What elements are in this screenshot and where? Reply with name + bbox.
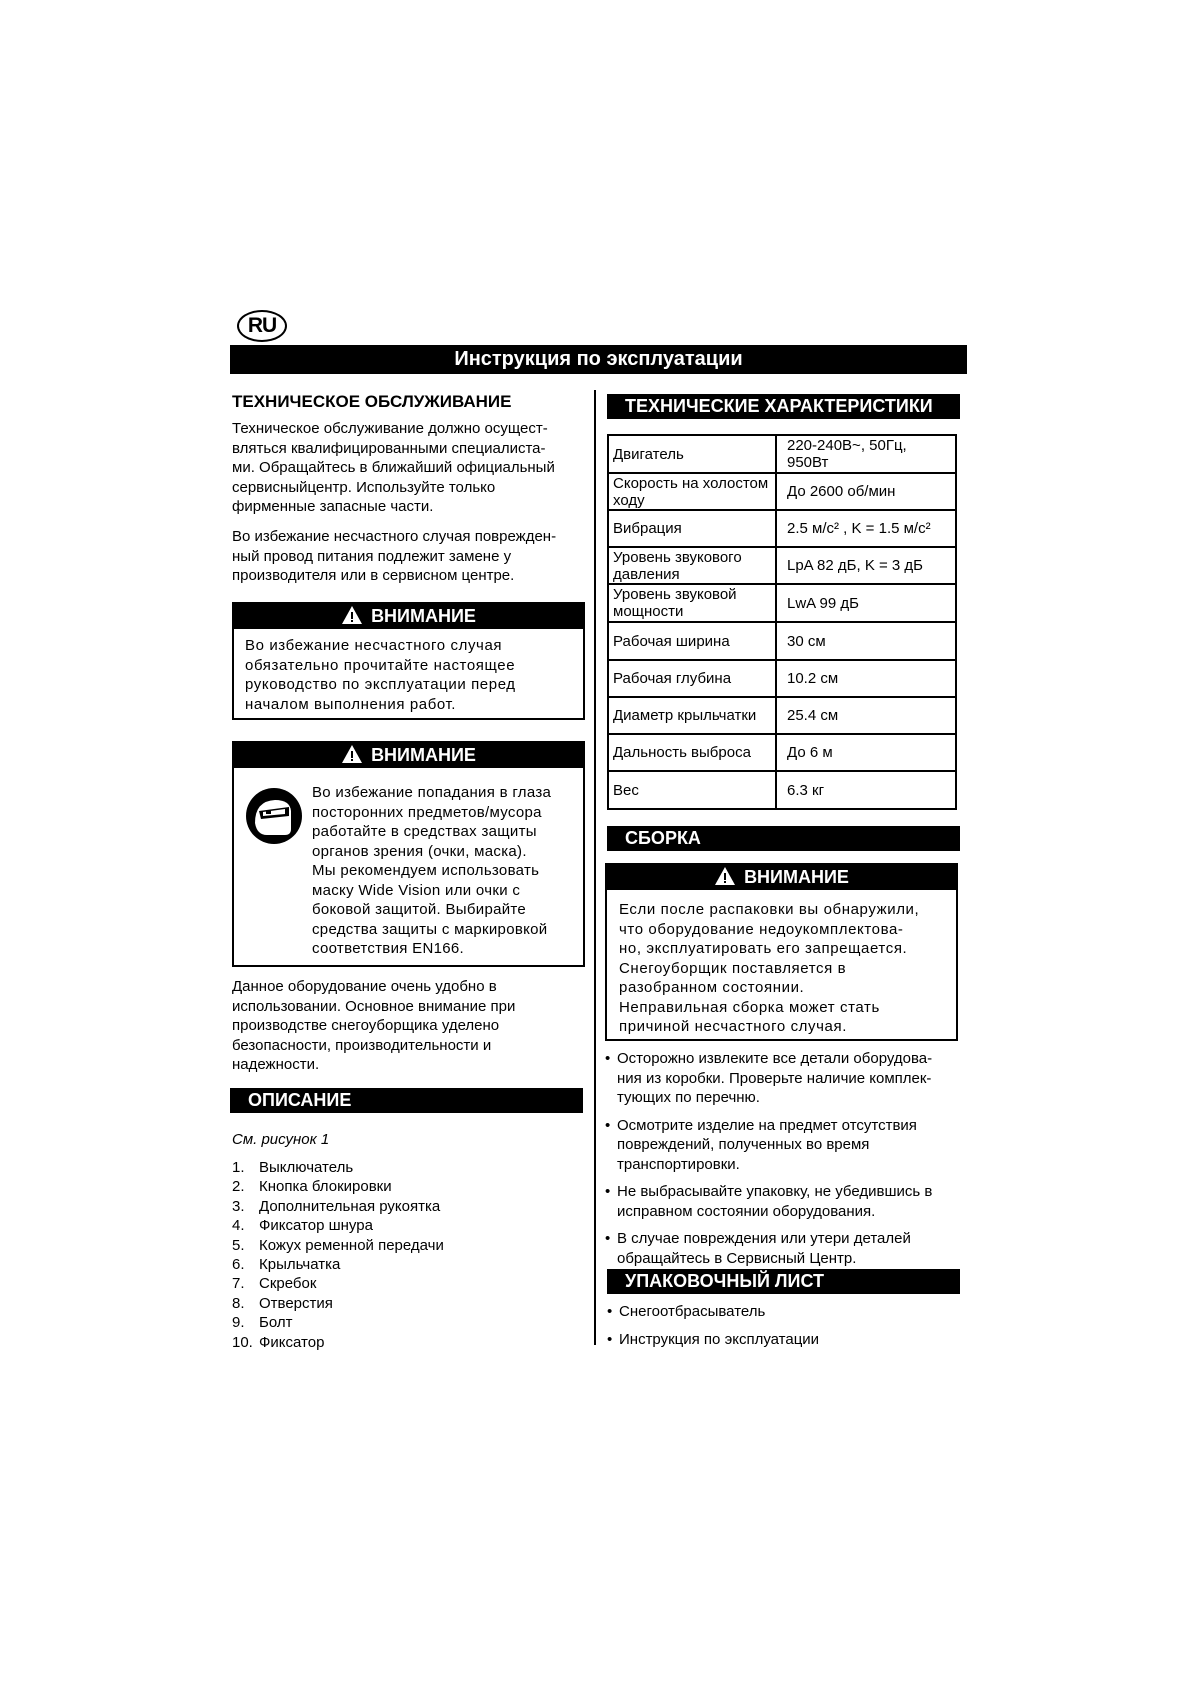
assembly-heading: СБОРКА [607, 826, 960, 851]
spec-name: Скорость на холостом ходу [608, 473, 776, 510]
spec-value: 10.2 см [776, 660, 956, 697]
table-row [608, 771, 956, 809]
spec-value: 6.3 кг [776, 771, 956, 809]
text-line: Данное оборудование очень удобно в [232, 978, 497, 995]
text-line: Во избежание несчастного случая [245, 637, 503, 654]
item-number: 2. [232, 1178, 245, 1196]
text-line: органов зрения (очки, маска). [312, 842, 527, 860]
table-row [608, 622, 956, 660]
table-row [608, 510, 956, 547]
list-item [232, 1177, 572, 1196]
list-item: • Снегоотбрасыватель [607, 1302, 963, 1322]
parts-list [232, 1158, 572, 1352]
text-line: использовании. Основное внимание при [232, 997, 516, 1015]
list-item [232, 1236, 572, 1255]
text-line: средства защиты с маркировкой [312, 920, 548, 938]
spec-name: Диаметр крыльчатки [608, 697, 776, 734]
list-item: • Инструкция по эксплуатации [607, 1330, 963, 1350]
warning-text [312, 783, 551, 959]
text-line: ми. Обращайтесь в ближайший официальный [232, 459, 555, 476]
spec-value: 25.4 см [776, 697, 956, 734]
text-line: безопасности, производительности и [232, 1036, 492, 1054]
item-number: 7. [232, 1275, 245, 1293]
text-line: началом выполнения работ. [245, 695, 457, 713]
spec-value: LwA 99 дБ [776, 584, 956, 622]
item-number: 9. [232, 1314, 245, 1332]
text-line: посторонних предметов/мусора [312, 803, 542, 821]
list-item: • Осмотрите изделие на предмет отсутствия повреждений, полученных во время транспортировки. [605, 1116, 961, 1175]
table-row [608, 473, 956, 510]
list-item [232, 1294, 572, 1313]
text-line: боковой защитой. Выбирайте [312, 901, 527, 918]
text-line: Техническое обслуживание должно осущест- [232, 420, 548, 437]
item-label: Болт [259, 1314, 293, 1332]
list-item: • В случае повреждения или утери деталей обращайтесь в Сервисный Центр. [605, 1229, 961, 1268]
text-line: но, эксплуатировать его запрещается. [619, 940, 908, 957]
item-number: 6. [232, 1256, 245, 1274]
item-label: Скребок [259, 1275, 317, 1293]
warning-title: ВНИМАНИЕ [371, 606, 476, 626]
text-line: обязательно прочитайте настоящее [245, 656, 516, 674]
warning-header [607, 865, 956, 890]
text-line: фирменные запасные части. [232, 498, 434, 515]
warning-text [607, 890, 956, 1037]
description-heading: ОПИСАНИЕ [230, 1088, 583, 1113]
spec-value: До 6 м [776, 734, 956, 771]
item-label: Крыльчатка [259, 1256, 341, 1274]
text-line: ный провод питания подлежит замене у [232, 547, 512, 565]
item-label: Кожух ременной передачи [259, 1236, 444, 1254]
list-item: • Осторожно извлеките все детали оборудова- ния из коробки. Проверьте наличие комплек- тующих по перечню. [605, 1049, 961, 1108]
text-line: Снегоуборщик поставляется в [619, 959, 847, 977]
list-item [232, 1333, 572, 1352]
text-line: Мы рекомендуем использовать [312, 862, 540, 879]
spec-name: Уровень звуковой мощности [608, 584, 776, 622]
list-item [232, 1274, 572, 1293]
list-item: • Не выбрасывайте упаковку, не убедившись в исправном состоянии оборудования. [605, 1182, 961, 1221]
maintenance-heading: ТЕХНИЧЕСКОЕ ОБСЛУЖИВАНИЕ [232, 392, 512, 411]
text-line: вляться квалифицированными специалиста- [232, 439, 546, 457]
text-line: причиной несчастного случая. [619, 1018, 847, 1035]
spec-value: До 2600 об/мин [776, 473, 956, 510]
list-item [232, 1197, 572, 1216]
warning-triangle-icon [341, 605, 363, 625]
text-line: маску Wide Vision или очки с [312, 881, 521, 899]
item-number: 4. [232, 1217, 245, 1235]
item-label: Кнопка блокировки [259, 1178, 392, 1196]
warning-triangle-icon [341, 744, 363, 764]
text-line: Во избежание попадания в глаза [312, 784, 552, 801]
intro-paragraph [232, 977, 592, 1075]
page-title: Инструкция по эксплуатации [230, 345, 967, 374]
text-line: Если после распаковки вы обнаружили, [619, 901, 920, 918]
item-number: 8. [232, 1294, 245, 1312]
spec-value: 220-240В~, 50Гц, 950Вт [776, 435, 956, 473]
text-line: руководство по эксплуатации перед [245, 676, 516, 693]
warning-box-eye-protection [232, 741, 585, 967]
column-divider [594, 390, 596, 1345]
list-item [232, 1313, 572, 1332]
text-line: Неправильная сборка может стать [619, 998, 880, 1016]
table-row [608, 697, 956, 734]
text-line: соответствия EN166. [312, 940, 464, 957]
specs-table [607, 434, 957, 810]
item-number: 10. [232, 1333, 253, 1351]
warning-title: ВНИМАНИЕ [744, 867, 849, 887]
safety-goggles-icon [245, 787, 303, 845]
text-line: производителя или в сервисном центре. [232, 567, 515, 584]
table-row [608, 584, 956, 622]
maintenance-para-2 [232, 527, 592, 586]
item-number: 1. [232, 1159, 245, 1176]
text-line: производстве снегоуборщика уделено [232, 1017, 500, 1034]
table-row [608, 660, 956, 697]
spec-value: LpA 82 дБ, K = 3 дБ [776, 547, 956, 584]
packing-list [607, 1302, 963, 1357]
warning-header [234, 604, 583, 629]
spec-name: Уровень звукового давления [608, 547, 776, 584]
spec-name: Рабочая глубина [608, 660, 776, 697]
item-number: 3. [232, 1197, 245, 1215]
assembly-bullets [605, 1049, 961, 1276]
spec-value: 30 см [776, 622, 956, 660]
table-row [608, 547, 956, 584]
spec-name: Вибрация [608, 510, 776, 547]
warning-box-manual [232, 602, 585, 720]
item-label: Фиксатор [259, 1333, 325, 1351]
spec-name: Вес [608, 771, 776, 809]
text-line: сервисныйцентр. Используйте только [232, 478, 496, 496]
text-line: работайте в средствах защиты [312, 823, 537, 840]
item-label: Фиксатор шнура [259, 1217, 373, 1235]
text-line: Во избежание несчастного случая поврежден- [232, 528, 557, 545]
see-figure-note: См. рисунок 1 [232, 1131, 330, 1148]
list-item [232, 1216, 572, 1235]
item-label: Отверстия [259, 1294, 333, 1312]
item-label: Выключатель [259, 1159, 354, 1176]
packing-heading: УПАКОВОЧНЫЙ ЛИСТ [607, 1269, 960, 1294]
specs-heading: ТЕХНИЧЕСКИЕ ХАРАКТЕРИСТИКИ [607, 394, 960, 419]
warning-title: ВНИМАНИЕ [371, 745, 476, 765]
maintenance-para-1 [232, 419, 592, 517]
item-number: 5. [232, 1236, 245, 1254]
warning-text [234, 629, 583, 714]
spec-name: Дальность выброса [608, 734, 776, 771]
language-badge: RU [237, 310, 287, 342]
text-line: что оборудование недоукомплектова- [619, 920, 904, 938]
table-row [608, 734, 956, 771]
list-item [232, 1255, 572, 1274]
table-row [608, 435, 956, 473]
text-line: разобранном состоянии. [619, 979, 805, 996]
text-line: надежности. [232, 1056, 320, 1073]
spec-value: 2.5 м/с² , K = 1.5 м/с² [776, 510, 956, 547]
list-item [232, 1158, 572, 1177]
item-label: Дополнительная рукоятка [259, 1197, 441, 1215]
warning-triangle-icon [714, 866, 736, 886]
spec-name: Двигатель [608, 435, 776, 473]
warning-box-assembly [605, 863, 958, 1041]
spec-name: Рабочая ширина [608, 622, 776, 660]
warning-header [234, 743, 583, 768]
